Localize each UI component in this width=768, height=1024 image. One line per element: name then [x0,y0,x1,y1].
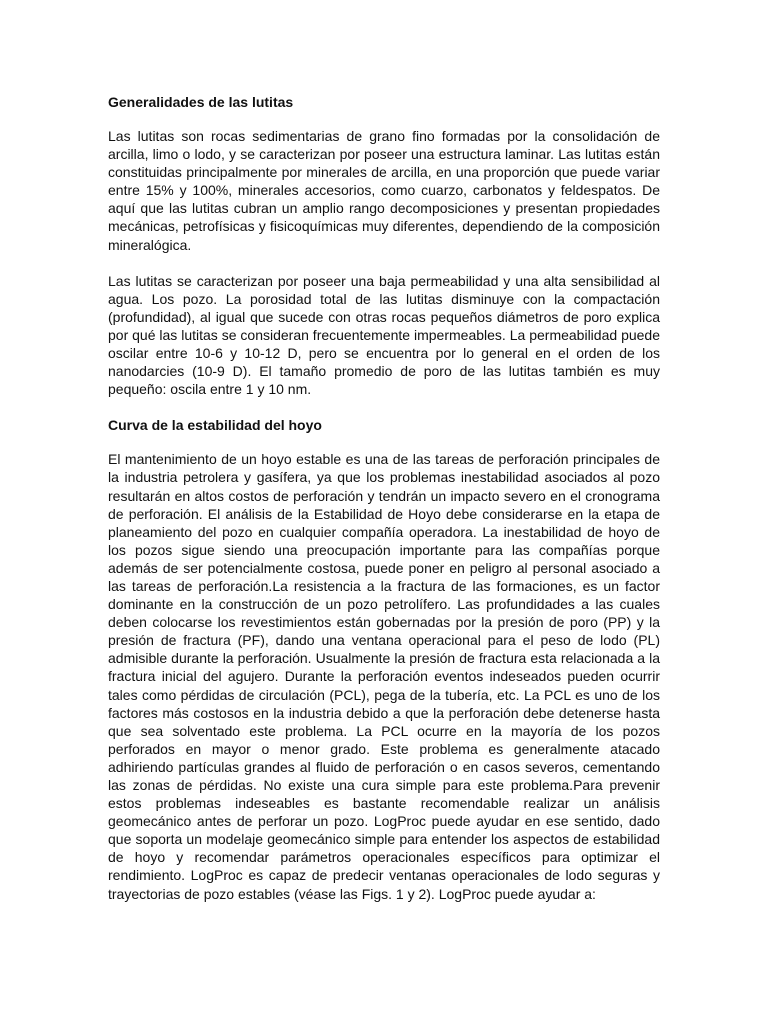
paragraph-estabilidad-hoyo: El mantenimiento de un hoyo estable es una de las tareas de perforación principales de la industria petrolera y gasífera, ya que los problemas inestabilidad asociados al pozo resultarán en altos costos de perforación y tendrán un impacto severo en el cronograma de perforación. El análisis de la Estabilidad de Hoyo debe considerarse en la etapa de planeamiento del pozo en cualquier compañía operadora. La inestabilidad de hoyo de los pozos sigue siendo una preocupación importante para las compañías porque además de ser potencialmente costosa, puede poner en peligro al personal asociado a las tareas de perforación.La resistencia a la fractura de las formaciones, es un factor dominante en la construcción de un pozo petrolífero. Las profundidades a las cuales deben colocarse los revestimientos están gobernadas por la presión de poro (PP) y la presión de fractura (PF), dando una ventana operacional para el peso de lodo (PL) admisible durante la perforación. Usualmente la presión de fractura esta relacionada a la fractura inicial del agujero. Durante la perforación eventos indeseados pueden ocurrir tales como pérdidas de circulación (PCL), pega de la tubería, etc. La PCL es uno de los factores más costosos en la industria debido a que la perforación debe detenerse hasta que sea solventado este problema. La PCL ocurre en la mayoría de los pozos perforados en mayor o menor grado. Este problema es generalmente atacado adhiriendo partículas grandes al fluido de perforación o en casos severos, cementando las zonas de pérdidas. No existe una cura simple para este problema.Para prevenir estos problemas indeseables es bastante recomendable realizar un análisis geomecánico antes de perforar un pozo. LogProc puede ayudar en ese sentido, dado que soporta un modelaje geomecánico simple para entender los aspectos de estabilidad de hoyo y recomendar parámetros operacionales específicos para optimizar el rendimiento. LogProc es capaz de predecir ventanas operacionales de lodo seguras y trayectorias de pozo estables (véase las Figs. 1 y 2). LogProc puede ayudar a: [108,451,660,902]
document-page [108,93,660,903]
section-heading-estabilidad: Curva de la estabilidad del hoyo [108,417,322,434]
section-heading-lutitas: Generalidades de las lutitas [108,94,294,110]
paragraph-lutitas-permeability: Las lutitas se caracterizan por poseer una baja permeabilidad y una alta sensibilidad al agua. Los pozo. La porosidad total de las lutitas disminuye con la compactación (profundidad), al igual que sucede con otras rocas pequeños diámetros de poro explica por qué las lutitas se consideran frecuentemente impermeables. La permeabilidad puede oscilar entre 10-6 y 10-12 D, pero se encuentra por lo general en el orden de los nanodarcies (10-9 D). El tamaño promedio de poro de las lutitas también es muy pequeño: oscila entre 1 y 10 nm. [108,272,660,398]
paragraph-lutitas-composition: Las lutitas son rocas sedimentarias de grano fino formadas por la consolidación de arcilla, limo o lodo, y se caracterizan por poseer una estructura laminar. Las lutitas están constituidas principalmente por minerales de arcilla, en una proporción que puede variar entre 15% y 100%, minerales accesorios, como cuarzo, carbonatos y feldespatos. De aquí que las lutitas cubran un amplio rango decomposiciones y presentan propiedades mecánicas, petrofísicas y fisicoquímicas muy diferentes, dependiendo de la composición mineralógica. [108,128,660,253]
